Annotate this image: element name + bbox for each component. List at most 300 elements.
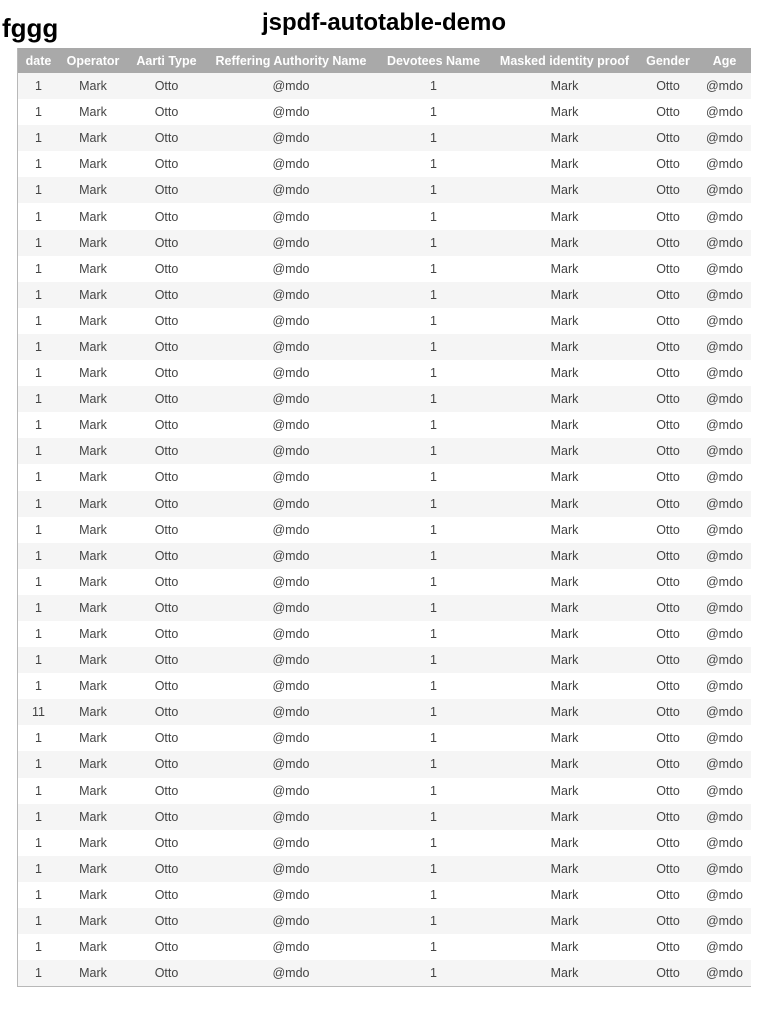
table-cell: Otto	[638, 543, 698, 569]
table-cell: Otto	[638, 386, 698, 412]
table-cell: @mdo	[206, 125, 376, 151]
table-cell: @mdo	[698, 543, 751, 569]
table-cell: Mark	[491, 73, 638, 99]
table-cell: Otto	[638, 308, 698, 334]
table-cell: @mdo	[206, 282, 376, 308]
table-cell: Otto	[638, 230, 698, 256]
table-cell: Mark	[491, 282, 638, 308]
table-cell: Mark	[491, 934, 638, 960]
table-cell: 11	[18, 699, 59, 725]
table-row	[18, 673, 751, 699]
table-cell: Otto	[127, 256, 206, 282]
table-cell: Otto	[127, 908, 206, 934]
table-cell: Mark	[59, 621, 127, 647]
table-cell: Otto	[638, 882, 698, 908]
table-cell: @mdo	[698, 412, 751, 438]
table-cell: Otto	[127, 73, 206, 99]
table-cell: 1	[376, 517, 491, 543]
table-cell: 1	[18, 464, 59, 490]
table-cell: 1	[376, 882, 491, 908]
table-cell: @mdo	[206, 699, 376, 725]
table-cell: @mdo	[698, 960, 751, 986]
table-cell: Mark	[491, 360, 638, 386]
document-heading: fggg	[2, 13, 59, 43]
table-cell: Mark	[59, 308, 127, 334]
table-cell: Otto	[638, 569, 698, 595]
table-cell: Mark	[59, 151, 127, 177]
table-cell: Otto	[638, 725, 698, 751]
table-cell: 1	[18, 151, 59, 177]
table-row	[18, 464, 751, 490]
table-cell: 1	[376, 360, 491, 386]
table-cell: 1	[18, 934, 59, 960]
table-cell: Otto	[638, 491, 698, 517]
table-row	[18, 360, 751, 386]
table-cell: Otto	[638, 595, 698, 621]
table-cell: 1	[376, 647, 491, 673]
table-cell: @mdo	[698, 569, 751, 595]
table-row	[18, 882, 751, 908]
table-row	[18, 908, 751, 934]
table-cell: Mark	[59, 73, 127, 99]
table-cell: Otto	[127, 804, 206, 830]
table-cell: 1	[376, 778, 491, 804]
table-row	[18, 543, 751, 569]
table-cell: @mdo	[698, 856, 751, 882]
table-cell: Mark	[59, 386, 127, 412]
table-cell: Mark	[491, 99, 638, 125]
table-cell: Mark	[491, 960, 638, 986]
table-cell: Mark	[491, 438, 638, 464]
table-row	[18, 125, 751, 151]
table-cell: 1	[18, 438, 59, 464]
table-cell: @mdo	[206, 151, 376, 177]
table-cell: @mdo	[698, 308, 751, 334]
table-cell: Mark	[59, 99, 127, 125]
table-cell: Mark	[59, 464, 127, 490]
table-cell: Otto	[127, 177, 206, 203]
table-cell: 1	[18, 73, 59, 99]
table-cell: @mdo	[206, 647, 376, 673]
table-cell: @mdo	[698, 282, 751, 308]
table-cell: @mdo	[206, 360, 376, 386]
table-cell: Mark	[59, 934, 127, 960]
table-cell: Mark	[59, 230, 127, 256]
table-cell: Otto	[638, 699, 698, 725]
column-header: date	[18, 48, 59, 73]
table-cell: Otto	[638, 203, 698, 229]
table-cell: 1	[376, 203, 491, 229]
table-cell: Mark	[491, 569, 638, 595]
table-row	[18, 804, 751, 830]
table-cell: Otto	[127, 882, 206, 908]
table-row	[18, 73, 751, 99]
table-cell: @mdo	[698, 699, 751, 725]
table-cell: Otto	[638, 412, 698, 438]
table-cell: 1	[376, 282, 491, 308]
table-cell: Otto	[127, 203, 206, 229]
table-cell: Otto	[127, 464, 206, 490]
table-cell: @mdo	[698, 438, 751, 464]
table-cell: Mark	[491, 386, 638, 412]
table-cell: @mdo	[698, 621, 751, 647]
table-cell: 1	[18, 621, 59, 647]
table-cell: Mark	[491, 517, 638, 543]
table-cell: Otto	[127, 491, 206, 517]
table-cell: 1	[376, 830, 491, 856]
table-cell: 1	[18, 856, 59, 882]
table-cell: @mdo	[206, 934, 376, 960]
table-cell: Otto	[127, 230, 206, 256]
table-cell: Mark	[491, 125, 638, 151]
table-cell: Otto	[127, 647, 206, 673]
table-cell: Mark	[59, 569, 127, 595]
table-cell: Otto	[638, 934, 698, 960]
table-cell: @mdo	[206, 308, 376, 334]
data-table-container	[17, 48, 751, 987]
table-cell: 1	[18, 125, 59, 151]
table-cell: @mdo	[698, 804, 751, 830]
table-cell: 1	[18, 308, 59, 334]
table-cell: 1	[376, 412, 491, 438]
table-cell: 1	[18, 360, 59, 386]
column-header: Operator	[59, 48, 127, 73]
table-cell: 1	[376, 751, 491, 777]
table-row	[18, 256, 751, 282]
table-cell: 1	[18, 517, 59, 543]
table-cell: @mdo	[698, 778, 751, 804]
table-cell: Mark	[491, 778, 638, 804]
table-cell: @mdo	[206, 621, 376, 647]
table-cell: Mark	[59, 595, 127, 621]
table-row	[18, 621, 751, 647]
table-row	[18, 725, 751, 751]
table-row	[18, 386, 751, 412]
table-cell: @mdo	[698, 230, 751, 256]
table-cell: 1	[376, 908, 491, 934]
table-cell: 1	[18, 595, 59, 621]
table-cell: @mdo	[698, 751, 751, 777]
table-cell: Mark	[491, 412, 638, 438]
table-row	[18, 569, 751, 595]
table-cell: 1	[376, 960, 491, 986]
table-cell: 1	[376, 151, 491, 177]
table-cell: 1	[18, 230, 59, 256]
table-cell: Otto	[127, 751, 206, 777]
table-cell: 1	[376, 491, 491, 517]
table-cell: @mdo	[206, 438, 376, 464]
table-cell: Otto	[638, 125, 698, 151]
table-row	[18, 177, 751, 203]
table-cell: Otto	[127, 621, 206, 647]
table-cell: 1	[376, 543, 491, 569]
table-cell: @mdo	[206, 386, 376, 412]
table-cell: 1	[376, 699, 491, 725]
table-cell: Otto	[127, 595, 206, 621]
table-body	[18, 73, 751, 986]
table-cell: Mark	[491, 177, 638, 203]
table-cell: Otto	[638, 360, 698, 386]
table-cell: @mdo	[698, 517, 751, 543]
table-row	[18, 412, 751, 438]
table-cell: 1	[18, 778, 59, 804]
table-row	[18, 491, 751, 517]
table-cell: @mdo	[206, 804, 376, 830]
table-cell: Mark	[491, 804, 638, 830]
table-cell: Mark	[59, 438, 127, 464]
table-cell: 1	[18, 256, 59, 282]
table-cell: 1	[18, 569, 59, 595]
table-row	[18, 595, 751, 621]
table-cell: Mark	[491, 203, 638, 229]
column-header: Masked identity proof	[491, 48, 638, 73]
table-cell: 1	[18, 99, 59, 125]
table-cell: Mark	[491, 491, 638, 517]
table-cell: 1	[18, 491, 59, 517]
table-cell: @mdo	[698, 491, 751, 517]
table-cell: Otto	[638, 282, 698, 308]
table-cell: @mdo	[698, 908, 751, 934]
table-cell: @mdo	[698, 73, 751, 99]
table-cell: Otto	[127, 569, 206, 595]
table-cell: 1	[376, 595, 491, 621]
table-cell: @mdo	[206, 673, 376, 699]
table-cell: Mark	[59, 856, 127, 882]
table-cell: @mdo	[698, 203, 751, 229]
table-cell: @mdo	[698, 464, 751, 490]
table-cell: Mark	[59, 177, 127, 203]
table-cell: @mdo	[698, 360, 751, 386]
table-cell: @mdo	[206, 230, 376, 256]
table-row	[18, 647, 751, 673]
table-cell: @mdo	[698, 830, 751, 856]
table-cell: Otto	[638, 778, 698, 804]
table-cell: Otto	[638, 177, 698, 203]
table-cell: Mark	[491, 595, 638, 621]
table-cell: Mark	[59, 882, 127, 908]
table-row	[18, 99, 751, 125]
table-cell: Mark	[491, 230, 638, 256]
table-cell: Otto	[638, 517, 698, 543]
table-cell: Mark	[491, 725, 638, 751]
column-header: Reffering Authority Name	[206, 48, 376, 73]
table-cell: Otto	[127, 386, 206, 412]
table-cell: 1	[376, 569, 491, 595]
table-cell: Mark	[491, 308, 638, 334]
table-cell: 1	[376, 125, 491, 151]
table-cell: Mark	[59, 412, 127, 438]
table-cell: @mdo	[698, 595, 751, 621]
table-cell: 1	[18, 386, 59, 412]
table-header	[18, 48, 751, 73]
table-cell: Otto	[638, 751, 698, 777]
table-cell: Otto	[127, 673, 206, 699]
table-cell: 1	[18, 282, 59, 308]
table-cell: @mdo	[206, 543, 376, 569]
table-cell: 1	[18, 673, 59, 699]
table-cell: @mdo	[206, 960, 376, 986]
table-cell: @mdo	[206, 882, 376, 908]
table-row	[18, 934, 751, 960]
table-cell: @mdo	[206, 412, 376, 438]
table-cell: @mdo	[698, 256, 751, 282]
table-cell: 1	[376, 673, 491, 699]
column-header: Age	[698, 48, 751, 73]
table-cell: 1	[18, 751, 59, 777]
table-cell: Mark	[491, 830, 638, 856]
table-cell: Otto	[127, 282, 206, 308]
table-cell: Otto	[127, 934, 206, 960]
table-cell: Mark	[491, 151, 638, 177]
table-cell: Otto	[127, 856, 206, 882]
table-cell: @mdo	[206, 595, 376, 621]
table-cell: Otto	[638, 856, 698, 882]
table-row	[18, 517, 751, 543]
table-cell: 1	[376, 73, 491, 99]
table-cell: 1	[376, 334, 491, 360]
table-cell: Mark	[491, 543, 638, 569]
table-cell: @mdo	[698, 177, 751, 203]
table-cell: 1	[376, 177, 491, 203]
data-table	[18, 48, 751, 986]
table-cell: Mark	[59, 908, 127, 934]
table-cell: 1	[376, 464, 491, 490]
table-cell: 1	[18, 908, 59, 934]
table-cell: @mdo	[206, 517, 376, 543]
column-header: Devotees Name	[376, 48, 491, 73]
column-header: Aarti Type	[127, 48, 206, 73]
table-cell: @mdo	[698, 934, 751, 960]
table-cell: Otto	[127, 543, 206, 569]
table-cell: Mark	[59, 960, 127, 986]
table-cell: 1	[376, 438, 491, 464]
table-row	[18, 438, 751, 464]
table-cell: Otto	[127, 438, 206, 464]
table-cell: Mark	[491, 256, 638, 282]
table-cell: Otto	[638, 438, 698, 464]
table-cell: Mark	[491, 464, 638, 490]
table-row	[18, 203, 751, 229]
table-cell: 1	[376, 621, 491, 647]
table-cell: Otto	[638, 673, 698, 699]
table-cell: Mark	[491, 856, 638, 882]
table-row	[18, 830, 751, 856]
table-cell: Otto	[127, 308, 206, 334]
table-cell: Otto	[127, 99, 206, 125]
table-cell: @mdo	[698, 334, 751, 360]
table-row	[18, 282, 751, 308]
table-cell: Otto	[127, 360, 206, 386]
table-cell: @mdo	[698, 725, 751, 751]
table-cell: Otto	[127, 412, 206, 438]
table-cell: Mark	[59, 778, 127, 804]
table-cell: @mdo	[206, 569, 376, 595]
table-cell: @mdo	[698, 99, 751, 125]
table-row	[18, 230, 751, 256]
table-cell: @mdo	[206, 464, 376, 490]
table-cell: Otto	[127, 699, 206, 725]
table-cell: @mdo	[206, 256, 376, 282]
table-cell: Mark	[491, 334, 638, 360]
table-row	[18, 151, 751, 177]
table-cell: Otto	[127, 778, 206, 804]
table-cell: Otto	[127, 151, 206, 177]
table-cell: 1	[376, 308, 491, 334]
table-cell: 1	[18, 177, 59, 203]
table-cell: 1	[18, 203, 59, 229]
table-cell: @mdo	[206, 491, 376, 517]
table-cell: @mdo	[698, 151, 751, 177]
table-cell: @mdo	[206, 908, 376, 934]
table-cell: @mdo	[698, 125, 751, 151]
table-cell: 1	[18, 882, 59, 908]
table-row	[18, 856, 751, 882]
table-header-row	[18, 48, 751, 73]
table-cell: 1	[376, 856, 491, 882]
table-cell: Otto	[638, 334, 698, 360]
table-row	[18, 308, 751, 334]
table-cell: Mark	[59, 647, 127, 673]
table-cell: Mark	[59, 360, 127, 386]
table-cell: 1	[376, 934, 491, 960]
table-cell: @mdo	[206, 73, 376, 99]
table-cell: @mdo	[206, 830, 376, 856]
table-cell: Otto	[638, 804, 698, 830]
table-cell: Mark	[59, 256, 127, 282]
table-cell: 1	[18, 830, 59, 856]
table-cell: Mark	[491, 882, 638, 908]
table-cell: @mdo	[206, 99, 376, 125]
table-cell: Mark	[491, 699, 638, 725]
table-cell: 1	[376, 386, 491, 412]
table-cell: Mark	[59, 517, 127, 543]
table-cell: Mark	[491, 751, 638, 777]
table-cell: Mark	[59, 699, 127, 725]
table-cell: Otto	[127, 725, 206, 751]
table-cell: 1	[18, 804, 59, 830]
table-cell: @mdo	[698, 386, 751, 412]
table-cell: Mark	[491, 621, 638, 647]
table-cell: @mdo	[698, 647, 751, 673]
table-cell: Mark	[59, 203, 127, 229]
table-cell: @mdo	[206, 177, 376, 203]
table-cell: @mdo	[206, 725, 376, 751]
table-cell: 1	[376, 804, 491, 830]
table-cell: 1	[376, 725, 491, 751]
table-cell: 1	[18, 960, 59, 986]
table-cell: Mark	[59, 725, 127, 751]
table-cell: Mark	[59, 125, 127, 151]
table-cell: @mdo	[206, 778, 376, 804]
table-cell: Otto	[638, 99, 698, 125]
table-cell: Otto	[638, 73, 698, 99]
table-cell: Otto	[638, 151, 698, 177]
table-cell: Mark	[59, 751, 127, 777]
table-cell: 1	[18, 334, 59, 360]
table-cell: Mark	[59, 282, 127, 308]
table-cell: Otto	[127, 125, 206, 151]
table-cell: Otto	[127, 334, 206, 360]
table-cell: Mark	[59, 673, 127, 699]
table-cell: 1	[18, 647, 59, 673]
table-cell: Otto	[638, 256, 698, 282]
table-cell: Otto	[127, 517, 206, 543]
table-cell: @mdo	[206, 203, 376, 229]
table-row	[18, 778, 751, 804]
table-row	[18, 751, 751, 777]
table-cell: @mdo	[698, 673, 751, 699]
table-cell: 1	[376, 256, 491, 282]
